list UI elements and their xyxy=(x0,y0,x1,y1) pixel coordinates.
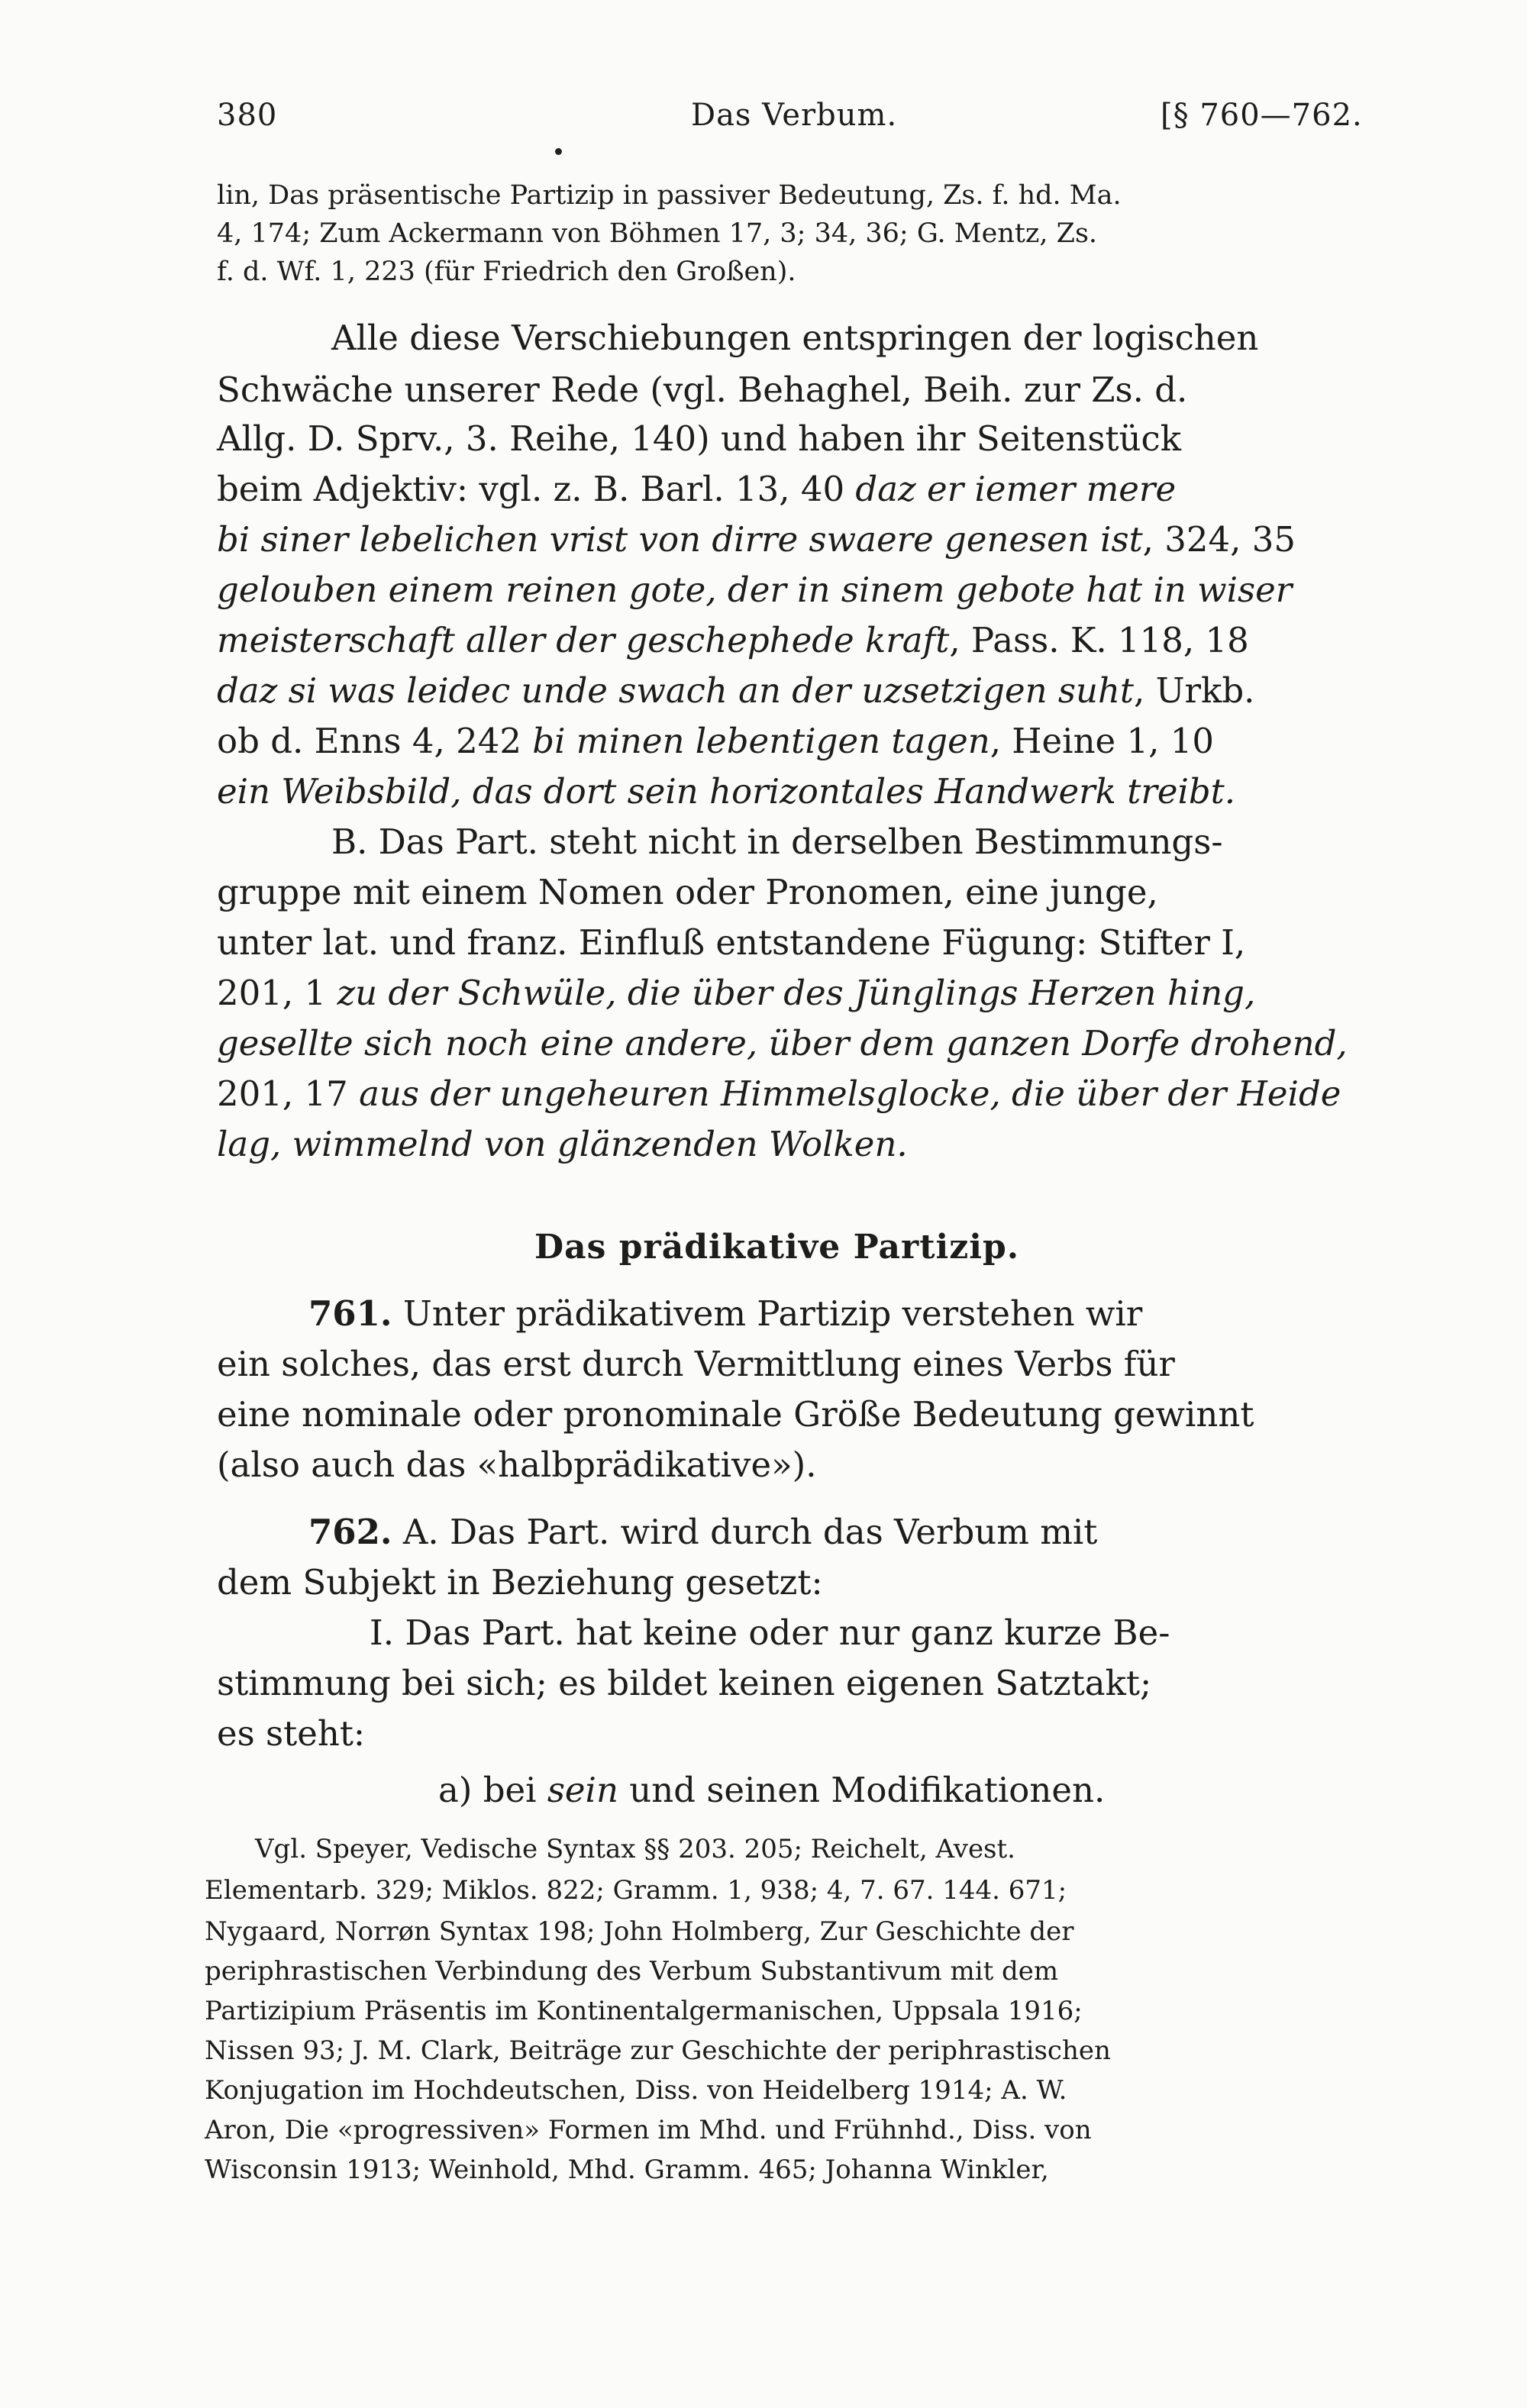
para-a-line: daz si was leidec unde swach an der uzsetzigen suht, Urkb. xyxy=(217,670,1255,711)
sec-761-line: 761. Unter prädikativem Partizip verstehen wir xyxy=(308,1293,1143,1334)
sec-761-line: eine nominale oder pronominale Größe Bedeutung gewinnt xyxy=(217,1394,1254,1435)
sec-761-line: (also auch das «halbprädikative»). xyxy=(217,1444,817,1485)
continuation-line-3: f. d. Wf. 1, 223 (für Friedrich den Großen). xyxy=(217,257,796,287)
para-a-line: meisterschaft aller der geschephede kraft, Pass. K. 118, 18 xyxy=(217,620,1249,660)
footnote-line: Wisconsin 1913; Weinhold, Mhd. Gramm. 465; Johanna Winkler, xyxy=(205,2155,1049,2185)
para-a-line: Allg. D. Sprv., 3. Reihe, 140) und haben ihr Seitenstück xyxy=(217,418,1182,459)
para-b-line: gruppe mit einem Nomen oder Pronomen, eine junge, xyxy=(217,872,1158,912)
para-a-line: ob d. Enns 4, 242 bi minen lebentigen tagen, Heine 1, 10 xyxy=(217,721,1214,761)
continuation-line-1: lin, Das präsentische Partizip in passiver Bedeutung, Zs. f. hd. Ma. xyxy=(217,180,1122,211)
sec-762-line: a) bei sein und seinen Modifikationen. xyxy=(438,1770,1106,1810)
section-number: 761. xyxy=(308,1293,392,1334)
sec-762-line: dem Subjekt in Beziehung gesetzt: xyxy=(217,1562,823,1603)
footnote-line: Elementarb. 329; Miklos. 822; Gramm. 1, 938; 4, 7. 67. 144. 671; xyxy=(205,1875,1067,1906)
footnote-line: periphrastischen Verbindung des Verbum Substantivum mit dem xyxy=(205,1956,1059,1987)
para-a-line: Alle diese Verschiebungen entspringen der logischen xyxy=(331,318,1259,358)
para-a-line: ein Weibsbild, das dort sein horizontales Handwerk treibt. xyxy=(217,771,1236,812)
para-b-line: B. Das Part. steht nicht in derselben Bestimmungs- xyxy=(331,821,1223,862)
section-number: 762. xyxy=(308,1512,392,1552)
para-a-line: beim Adjektiv: vgl. z. B. Barl. 13, 40 daz er iemer mere xyxy=(217,469,1177,509)
continuation-line-2: 4, 174; Zum Ackermann von Böhmen 17, 3; 34, 36; G. Mentz, Zs. xyxy=(217,218,1098,249)
footnote-line: Konjugation im Hochdeutschen, Diss. von Heidelberg 1914; A. W. xyxy=(205,2075,1067,2106)
para-a-line: Schwäche unserer Rede (vgl. Behaghel, Beih. zur Zs. d. xyxy=(217,370,1188,410)
sec-762-line: 762. A. Das Part. wird durch das Verbum mit xyxy=(308,1512,1098,1552)
sec-762-line: I. Das Part. hat keine oder nur ganz kurze Be- xyxy=(370,1612,1170,1653)
para-a-line: bi siner lebelichen vrist von dirre swaere genesen ist, 324, 35 xyxy=(217,519,1296,560)
para-b-line: 201, 1 zu der Schwüle, die über des Jünglings Herzen hing, xyxy=(217,973,1256,1013)
sec-762-line: es steht: xyxy=(217,1713,366,1754)
footnote-line: Nissen 93; J. M. Clark, Beiträge zur Geschichte der periphrastischen xyxy=(205,2035,1111,2066)
printer-dot xyxy=(555,148,562,155)
running-title: Das Verbum. xyxy=(691,98,898,133)
para-b-line: 201, 17 aus der ungeheuren Himmelsglocke, die über der Heide xyxy=(217,1073,1341,1114)
sec-761-line: ein solches, das erst durch Vermittlung eines Verbs für xyxy=(217,1344,1175,1384)
para-a-line: gelouben einem reinen gote, der in sinem gebote hat in wiser xyxy=(217,570,1293,610)
section-range: [§ 760—762. xyxy=(1161,98,1363,133)
para-b-line: gesellte sich noch eine andere, über dem ganzen Dorfe drohend, xyxy=(217,1023,1348,1064)
footnote-line: Aron, Die «progressiven» Formen im Mhd. und Frühnhd., Diss. von xyxy=(205,2115,1092,2145)
para-b-line: unter lat. und franz. Einfluß entstandene Fügung: Stifter I, xyxy=(217,922,1246,963)
footnote-line: Nygaard, Norrøn Syntax 198; John Holmberg, Zur Geschichte der xyxy=(205,1916,1074,1947)
footnote-line: Partizipium Präsentis im Kontinentalgermanischen, Uppsala 1916; xyxy=(205,1996,1083,2026)
para-b-line: lag, wimmelnd von glänzenden Wolken. xyxy=(217,1124,908,1164)
sec-762-line: stimmung bei sich; es bildet keinen eigenen Satztakt; xyxy=(217,1663,1152,1703)
section-heading: Das prädikative Partizip. xyxy=(534,1228,1020,1267)
page-number: 380 xyxy=(217,98,278,133)
footnote-line: Vgl. Speyer, Vedische Syntax §§ 203. 205; Reichelt, Avest. xyxy=(255,1834,1015,1864)
